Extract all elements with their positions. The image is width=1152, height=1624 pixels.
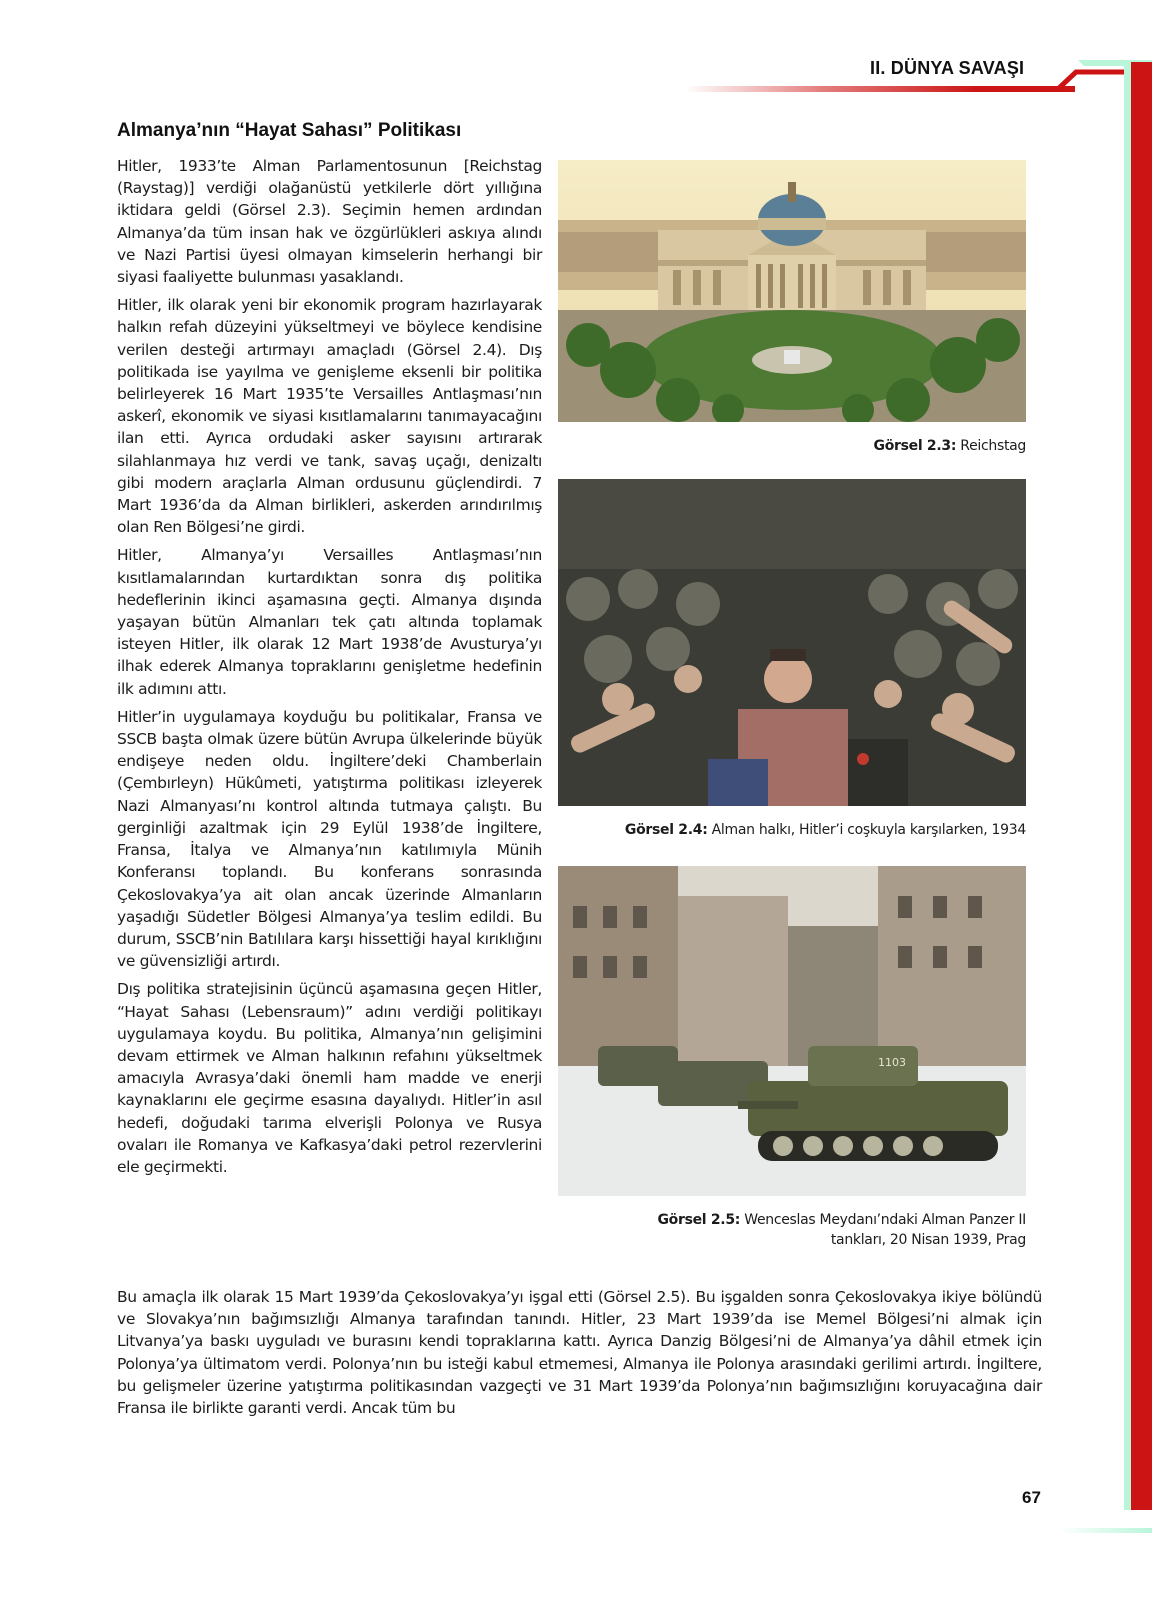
caption-label: Görsel 2.5: [657,1212,741,1228]
figure-reichstag [558,160,1026,422]
column-text [117,155,542,1184]
crowd-saluting-photo [558,479,1026,806]
paragraph-4: Hitler’in uygulamaya koyduğu bu politikalar, Fransa ve SSCB başta olmak üzere bütün Avrupa ülkelerinde büyük endişeye neden oldu. İngiltere’deki Chamberlain (Çembırleyn) Hükûmeti, yatıştırma politikası izleyerek Nazi Almanyası’nı kontrol altında tutmaya çalıştı. Bu gerginliği azaltmak için 29 Eylül 1938’de İngiltere, Fransa, İtalya ve Almanya’nın katılımıyla Münih Konferansı toplandı. Bu konferans sonrasında Çekoslovakya’ya ait olan ancak üzerinde Almanların yaşadığı Südetler Bölgesi Almanya’ya teslim edildi. Bu durum, SSCB’nin Batılılara karşı hissettiği hayal kırıklığını ve güvensizliği artırdı. [117,707,542,971]
caption-label: Görsel 2.3: [873,438,957,454]
right-margin-red-bar [1131,62,1152,1510]
page-number: 67 [1022,1488,1041,1507]
reichstag-building-photo [558,160,1026,422]
figure-crowd [558,479,1026,806]
caption-figure-2-5 [657,1210,1026,1250]
paragraph-1: Hitler, 1933’te Alman Parlamentosunun [Reichstag (Raystag)] verdiği olağanüstü yetkilerle dört yıllığına iktidara geldi (Görsel 2.3). Seçimin hemen ardından Almanya’da tüm insan hak ve özgürlükleri askıya alındı ve Nazi Partisi üyesi olmayan kimselerin herhangi bir siyasi faaliyette bulunması yasaklandı. [117,157,542,287]
chapter-title: II. DÜNYA SAVAŞI [870,58,1025,78]
tank-number: 1103 [878,1056,906,1069]
paragraph-3: Hitler, Almanya’yı Versailles Antlaşması’nın kısıtlamalarından kurtardıktan sonra dış politika hedeflerinin ikinci aşamasına geçti. Almanya dışında yaşayan bütün Almanları tek çatı altında toplamak isteyen Hitler, ilk olarak 12 Mart 1938’de Avusturya’yı ilhak ederek Almanya topraklarını genişletme hedefinin ilk adımını attı. [117,546,542,698]
footer-accent-line [1060,1528,1152,1533]
full-width-text [117,1286,1042,1419]
caption-figure-2-3 [874,436,1027,456]
caption-text: Alman halkı, Hitler’i coşkuyla karşılarken, 1934 [707,822,1026,838]
figure-tanks [558,866,1026,1196]
panzer-tanks-photo [558,866,1026,1196]
caption-figure-2-4 [625,820,1026,840]
caption-text-line1: Wenceslas Meydanı’ndaki Alman Panzer II [740,1212,1026,1228]
caption-text: Reichstag [956,438,1026,454]
section-title: Almanya’nın “Hayat Sahası” Politikası [117,120,462,141]
header-accent-line [685,86,1075,92]
caption-text-line2: tankları, 20 Nisan 1939, Prag [830,1232,1026,1248]
paragraph-5: Dış politika stratejisinin üçüncü aşamasına geçen Hitler, “Hayat Sahası (Lebensraum)” adını verdiği politikayı uygulamaya koydu. Bu politika, Almanya’nın gelişimini devam ettirmek ve Alman halkının refahını yükseltmek amacıyla Avrasya’daki önemli ham madde ve enerji kaynaklarını ele geçirme esasına dayalıydı. Hitler’in asıl hedefi, doğudaki tarıma elverişli Polonya ve Rusya ovaları ile Romanya ve Kafkasya’daki petrol rezervlerini ele geçirmekti. [117,980,542,1176]
caption-label: Görsel 2.4: [624,822,708,838]
right-margin-mint-stripe [1124,66,1131,1510]
paragraph-2: Hitler, ilk olarak yeni bir ekonomik program hazırlayarak halkın refah düzeyini yükseltmeyi ve böylece kendisine verilen desteği artırmayı amaçladı (Görsel 2.4). Dış politikada ise yayılma ve genişleme eksenli bir politika belirleyerek 16 Mart 1935’te Versailles Antlaşması’nın askerî, ekonomik ve siyasi kısıtlamalarını tanımayacağını ilan etti. Ayrıca ordudaki asker sayısını artırarak silahlanmaya hız verdi ve tank, savaş uçağı, denizaltı gibi modern araçlarla Alman ordusunu güçlendirdi. 7 Mart 1936’da da Alman birlikleri, askerden arındırılmış olan Ren Bölgesi’ne girdi. [117,296,542,537]
paragraph-6: Bu amaçla ilk olarak 15 Mart 1939’da Çekoslovakya’yı işgal etti (Görsel 2.5). Bu işgalden sonra Çekoslovakya ikiye bölündü ve Slovakya’nın bağımsızlığı Almanya tarafından tanındı. Hitler, 23 Mart 1939’da ise Memel Bölgesi’ni almak için Litvanya’ya baskı uyguladı ve burasını kendi topraklarına kattı. Ayrıca Danzig Bölgesi’ni de Almanya’ya dâhil etmek için Polonya’ya ültimatom verdi. Polonya’nın bu isteği kabul etmemesi, Almanya ile Polonya arasındaki gerilimi artırdı. İngiltere, bu gelişmeler üzerine yatıştırma politikasından vazgeçti ve 31 Mart 1939’da Polonya’nın bağımsızlığını koruyacağına dair Fransa ile birlikte garanti verdi. Ancak tüm bu [117,1288,1042,1418]
